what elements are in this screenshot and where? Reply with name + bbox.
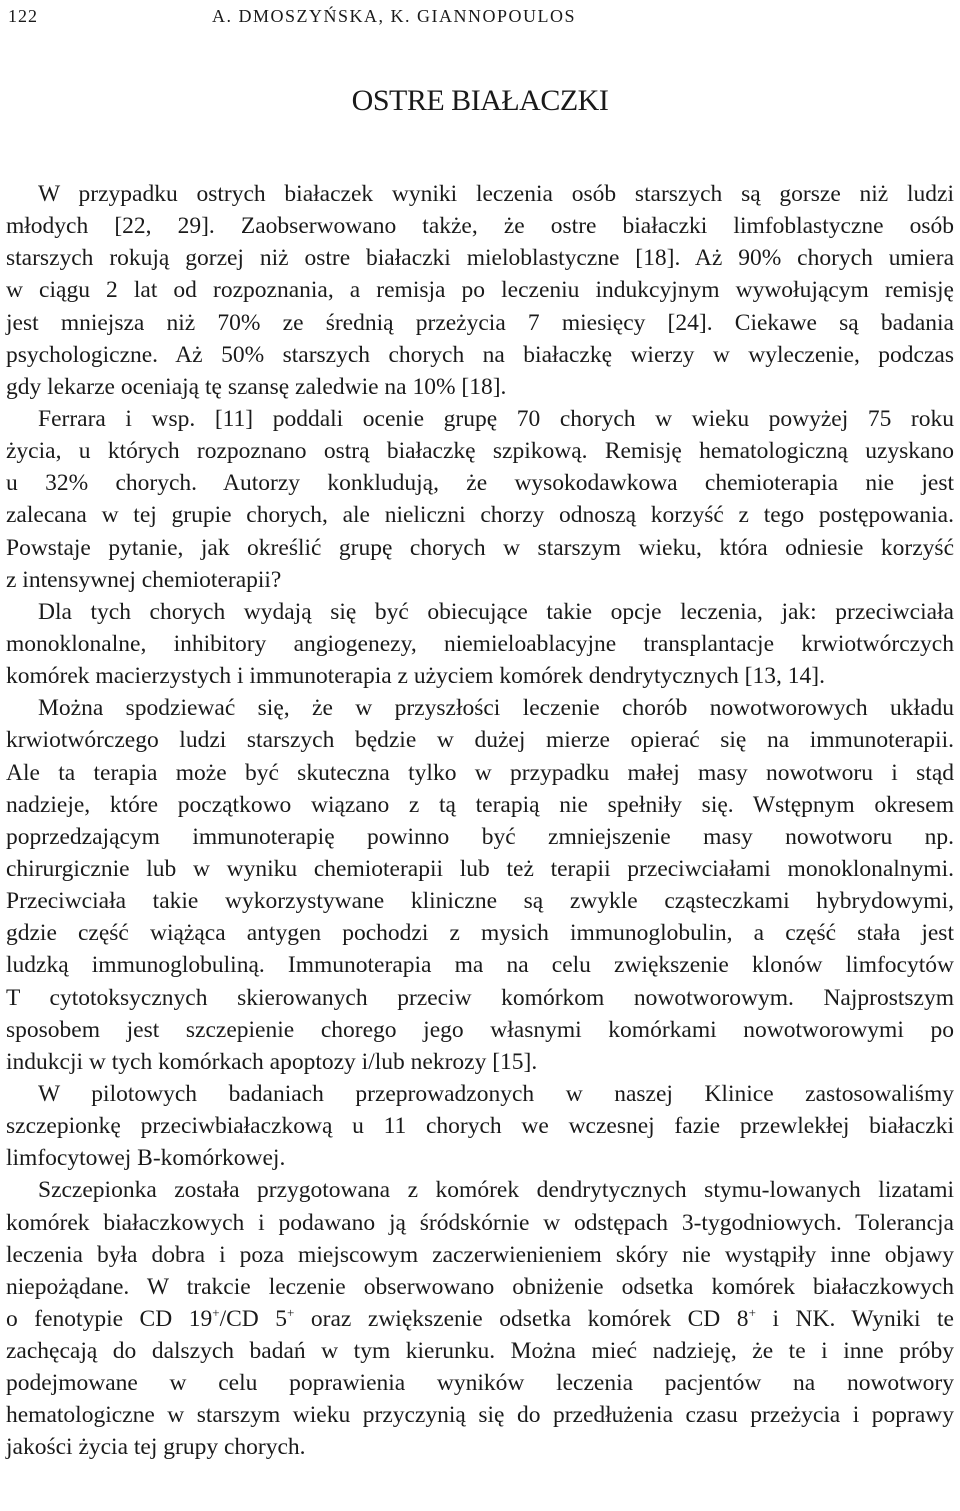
text-line: chirurgicznie lub w wyniku chemioterapii lub też terapii przeciwciałami monoklonalnymi. [6, 855, 954, 882]
text-line: poprzedzającym immunoterapię powinno być zmniejszenie masy nowotworu np. [6, 823, 954, 850]
text-line: leczenia była dobra i poza miejscowym zaczerwienieniem skóry nie wystąpiły inne objawy [6, 1241, 954, 1268]
text-line: monoklonalne, inhibitory angiogenezy, niemieloablacyjne transplantacje krwiotwórczych [6, 630, 954, 657]
text-line: niepożądane. W trakcie leczenie obserwowano obniżenie odsetka komórek białaczkowych [6, 1273, 954, 1300]
text-line: Przeciwciała takie wykorzystywane kliniczne są zwykle cząsteczkami hybrydowymi, [6, 888, 954, 915]
text-fragment: o fenotypie CD 19 [6, 1305, 213, 1332]
text-line: zachęcają do dalszych badań w tym kierunku. Można mieć nadzieję, że te i inne próby [6, 1338, 954, 1365]
body-text [6, 178, 954, 1464]
text-line-with-superscripts [6, 1303, 954, 1335]
superscript-plus: + [212, 1304, 220, 1320]
text-line: komórek macierzystych i immunoterapia z użyciem komórek dendrytycznych [13, 14]. [6, 663, 825, 690]
text-line: hematologiczne w starszym wieku przyczynią się do przedłużenia czasu przeżycia i poprawy [6, 1402, 954, 1429]
text-line: Szczepionka została przygotowana z komórek dendrytycznych stymu-lowanych lizatami [38, 1177, 954, 1204]
text-fragment: /CD 5 [219, 1305, 288, 1332]
text-fragment: i NK. Wyniki te [755, 1305, 954, 1332]
text-line: Ale ta terapia może być skuteczna tylko w przypadku małej masy nowotworu i stąd [6, 759, 954, 786]
text-line: życia, u których rozpoznano ostrą białaczkę szpikową. Remisję hematologiczną uzyskano [6, 438, 954, 465]
text-line: nadzieje, które początkowo wiązano z tą terapią nie spełniły się. Wstępnym okresem [6, 791, 954, 818]
text-line: Dla tych chorych wydają się być obiecujące takie opcje leczenia, jak: przeciwciała [38, 598, 954, 625]
text-line: w ciągu 2 lat od rozpoznania, a remisja po leczeniu indukcyjnym wywołującym remisję [6, 277, 954, 304]
text-line: W przypadku ostrych białaczek wyniki leczenia osób starszych są gorsze niż ludzi [38, 181, 954, 207]
running-header-authors: A. DMOSZYŃSKA, K. GIANNOPOULOS [212, 6, 577, 26]
text-line: u 32% chorych. Autorzy konkludują, że wysokodawkowa chemioterapia nie jest [6, 470, 954, 497]
text-line: psychologiczne. Aż 50% starszych chorych na białaczkę wierzy w wyleczenie, podczas [6, 341, 954, 368]
text-line: sposobem jest szczepienie chorego jego własnymi komórkami nowotworowymi po [6, 1016, 954, 1043]
superscript-plus: + [287, 1304, 295, 1320]
text-line: zalecana w tej grupie chorych, ale nieliczni chorzy odnoszą korzyść z tego postępowania. [6, 502, 954, 529]
text-line: młodych [22, 29]. Zaobserwowano także, że ostre białaczki limfoblastyczne osób [6, 213, 954, 240]
superscript-plus: + [748, 1304, 756, 1320]
section-title: OSTRE BIAŁACZKI [351, 84, 609, 117]
text-line: gdy lekarze oceniają tę szansę zaledwie na 10% [18]. [6, 373, 507, 400]
text-line: Można spodziewać się, że w przyszłości leczenie chorób nowotworowych układu [38, 695, 954, 722]
text-line: szczepionkę przeciwbiałaczkową u 11 chorych we wczesnej fazie przewlekłej białaczki [6, 1113, 954, 1140]
text-line: podejmowane w celu poprawienia wyników leczenia pacjentów na nowotwory [6, 1370, 954, 1397]
text-line: Ferrara i wsp. [11] poddali ocenie grupę 70 chorych w wieku powyżej 75 roku [38, 405, 954, 432]
page-number: 122 [8, 6, 38, 26]
text-line: komórek białaczkowych i podawano ją śródskórnie w odstępach 3-tygodniowych. Tolerancja [6, 1209, 954, 1236]
text-line: jakości życia tej grupy chorych. [6, 1434, 306, 1461]
text-line: krwiotwórczego ludzi starszych będzie w dużej mierze opierać się na immunoterapii. [6, 727, 954, 754]
text-line: T cytotoksycznych skierowanych przeciw komórkom nowotworowym. Najprostszym [6, 984, 954, 1011]
running-header [8, 6, 952, 30]
text-line: W pilotowych badaniach przeprowadzonych w naszej Klinice zastosowaliśmy [38, 1080, 954, 1107]
text-line: starszych rokują gorzej niż ostre białaczki mieloblastyczne [18]. Aż 90% chorych umiera [6, 245, 954, 272]
text-line: ludzką immunoglobuliną. Immunoterapia ma na celu zwiększenie klonów limfocytów [6, 952, 954, 979]
text-line: Powstaje pytanie, jak określić grupę chorych w starszym wieku, która odniesie korzyść [6, 534, 954, 561]
text-line: z intensywnej chemioterapii? [6, 566, 282, 593]
text-fragment: oraz zwiększenie odsetka komórek CD 8 [294, 1305, 749, 1332]
text-line: limfocytowej B-komórkowej. [6, 1145, 286, 1172]
text-line: gdzie część wiążąca antygen pochodzi z mysich immunoglobulin, a część stała jest [6, 920, 954, 947]
text-line: jest mniejsza niż 70% ze średnią przeżycia 7 miesięcy [24]. Ciekawe są badania [6, 309, 954, 336]
text-line: indukcji w tych komórkach apoptozy i/lub nekrozy [15]. [6, 1048, 538, 1075]
